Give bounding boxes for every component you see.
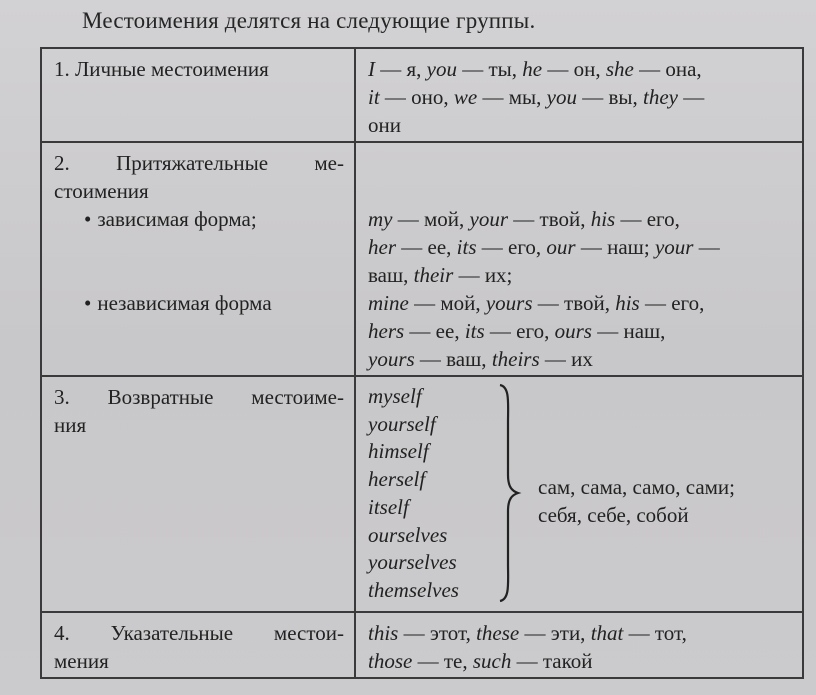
demonstrative-line-2: [368, 647, 792, 675]
pronoun-en: ours: [554, 319, 592, 343]
possessive-ind-line-3: [368, 345, 792, 373]
possessive-label-line-1: 2. Притяжательные ме-: [54, 151, 344, 175]
pronoun-ru: они: [368, 113, 401, 137]
pronoun-ru: — его,: [476, 235, 547, 259]
pronoun-en: they: [643, 85, 678, 109]
reflexive-translation-line-1: сам, сама, само, сами;: [538, 475, 735, 499]
row-content-demonstrative: [355, 612, 803, 678]
row-label-reflexive: [41, 376, 355, 612]
possessive-independent-label: • независимая форма: [54, 289, 344, 317]
pronoun-en: its: [464, 319, 485, 343]
list-item: himself: [368, 439, 429, 464]
row-content-reflexive: [355, 376, 803, 612]
pronoun-table: [40, 47, 804, 679]
pronoun-ru: — его,: [484, 319, 555, 343]
pronoun-ru: — ее,: [404, 319, 465, 343]
pronoun-ru: — мой,: [408, 291, 486, 315]
pronoun-ru: — эти,: [519, 621, 591, 645]
pronoun-en: these: [476, 621, 520, 645]
table-row-reflexive: [41, 376, 803, 612]
personal-line-2: [368, 83, 792, 111]
pronoun-ru: — наш;: [575, 235, 655, 259]
table-row-demonstrative: [41, 612, 803, 678]
pronoun-ru: — тот,: [623, 621, 687, 645]
possessive-dep-line-3: [368, 261, 792, 289]
pronoun-en: her: [368, 235, 396, 259]
pronoun-ru: — те,: [412, 649, 473, 673]
demonstrative-label-line-1: 4. Указательные местои-: [54, 621, 344, 645]
pronoun-en: their: [413, 263, 454, 287]
list-item: myself: [368, 384, 422, 408]
reflexive-block: [368, 383, 792, 609]
pronoun-ru: — вы,: [576, 85, 644, 109]
pronoun-en: he: [522, 57, 543, 81]
pronoun-ru: — он,: [542, 57, 606, 81]
list-item: yourselves: [368, 550, 457, 575]
reflexive-label-line-2: ния: [54, 413, 87, 437]
row-content-personal: [355, 48, 803, 142]
pronoun-en: you: [546, 85, 577, 109]
pronoun-ru: — оно,: [379, 85, 454, 109]
demonstrative-line-1: [368, 619, 792, 647]
pronoun-en: hers: [368, 319, 405, 343]
pronoun-ru: —: [678, 85, 705, 109]
pronoun-en: its: [456, 235, 477, 259]
pronoun-ru: — мой,: [392, 207, 470, 231]
possessive-ind-line-1: [368, 289, 792, 317]
list-item: itself: [368, 494, 409, 519]
pronoun-ru: — наш,: [591, 319, 666, 343]
right-brace-icon: [496, 383, 522, 603]
row-label-demonstrative: [41, 612, 355, 678]
pronoun-en: his: [590, 207, 616, 231]
pronoun-en: I: [368, 57, 375, 81]
reflexive-word-list: [368, 383, 459, 605]
pronoun-en: theirs: [491, 347, 540, 371]
pronoun-ru: ваш,: [368, 263, 414, 287]
personal-line-3: [368, 111, 792, 139]
possessive-ind-line-2: [368, 317, 792, 345]
pronoun-en: yours: [368, 347, 415, 371]
possessive-dep-line-1: [368, 205, 792, 233]
pronoun-en: such: [472, 649, 512, 673]
reflexive-translation-line-2: себя, себе, собой: [538, 503, 689, 527]
pronoun-ru: — мы,: [477, 85, 547, 109]
row-label-personal: 1. Личные местоимения: [41, 48, 355, 142]
pronoun-en: mine: [368, 291, 409, 315]
pronoun-en: my: [368, 207, 393, 231]
page-heading: Местоимения делятся на следующие группы.: [82, 8, 536, 33]
pronoun-ru: — твой,: [532, 291, 616, 315]
list-item: ourselves: [368, 522, 448, 547]
reflexive-translation: [538, 473, 788, 529]
row-label-possessive: [41, 142, 355, 376]
pronoun-ru: — их;: [453, 263, 513, 287]
personal-line-1: [368, 55, 792, 83]
pronoun-ru: — я,: [375, 57, 427, 81]
demonstrative-label-line-2: мения: [54, 649, 109, 673]
pronoun-en: our: [546, 235, 576, 259]
pronoun-en: yours: [485, 291, 533, 315]
possessive-label-line-2: стоимения: [54, 179, 149, 203]
list-item: herself: [368, 467, 426, 492]
list-item: yourself: [368, 411, 436, 436]
pronoun-ru: —: [693, 235, 720, 259]
list-item: themselves: [368, 577, 459, 602]
pronoun-ru: — ваш,: [414, 347, 492, 371]
table-row-personal: [41, 48, 803, 142]
pronoun-ru: — его,: [615, 207, 680, 231]
pronoun-en: this: [368, 621, 399, 645]
pronoun-ru: — такой: [511, 649, 593, 673]
pronoun-en: that: [590, 621, 624, 645]
pronoun-en: we: [453, 85, 478, 109]
pronoun-en: your: [654, 235, 694, 259]
pronoun-ru: — этот,: [398, 621, 477, 645]
pronoun-en: she: [605, 57, 634, 81]
pronoun-en: his: [615, 291, 640, 315]
pronoun-en: you: [426, 57, 457, 81]
pronoun-ru: — их: [539, 347, 593, 371]
pronoun-ru: — твой,: [508, 207, 591, 231]
pronoun-en: it: [368, 85, 380, 109]
reflexive-label-line-1: 3. Возвратные местоиме-: [54, 385, 344, 409]
pronoun-ru: — его,: [639, 291, 705, 315]
pronoun-ru: — ты,: [457, 57, 523, 81]
pronoun-en: those: [368, 649, 413, 673]
table-row-possessive: [41, 142, 803, 376]
pronoun-en: your: [469, 207, 509, 231]
possessive-dependent-label: • зависимая форма;: [54, 205, 344, 233]
row-content-possessive: [355, 142, 803, 376]
pronoun-ru: — ее,: [396, 235, 457, 259]
pronoun-ru: — она,: [633, 57, 702, 81]
possessive-dep-line-2: [368, 233, 792, 261]
